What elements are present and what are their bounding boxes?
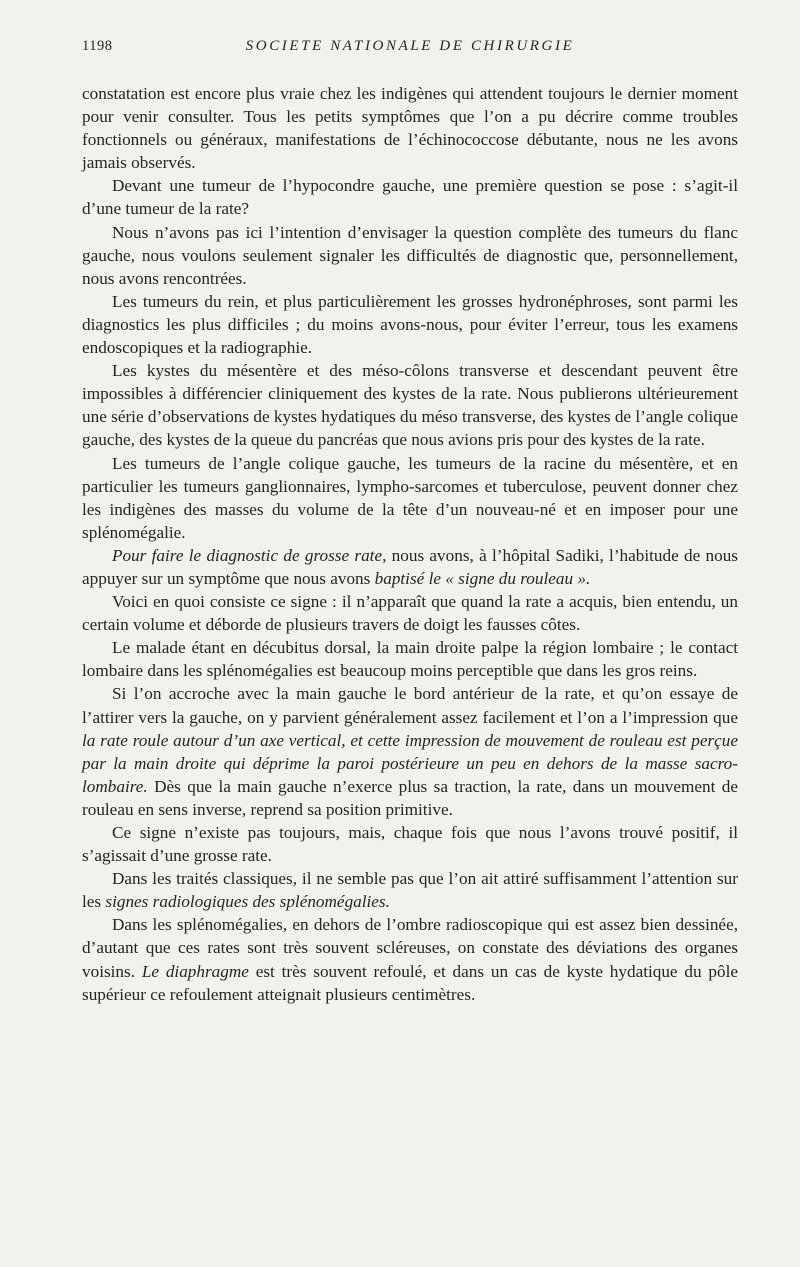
paragraph — [82, 359, 738, 451]
paragraph — [82, 290, 738, 359]
italic-text: Le diaphragme — [141, 961, 249, 981]
text-run: Le malade étant en décubitus dorsal, la main droite palpe la région lombaire ; le contact lombaire dans les splénomégalies est beaucoup moins perceptible que dans les gros reins. — [82, 638, 738, 681]
running-title: SOCIETE NATIONALE DE CHIRURGIE — [245, 38, 575, 54]
paragraph — [82, 867, 738, 913]
paragraph — [82, 590, 738, 636]
text-run: Dans les splénomégalies, en dehors de l’ombre radioscopique qui est assez bien dessinée, d’autant que ces rates sont très souvent scléreuses, on constate des déviations des organes voisins. — [82, 915, 738, 981]
italic-text: baptisé le « signe du rouleau ». — [374, 568, 591, 588]
paragraph — [82, 821, 738, 867]
paragraph — [82, 174, 738, 220]
text-run: constatation est encore plus vraie chez les indigènes qui attendent toujours le dernier moment pour venir consulter. Tous les petits symptômes que l’on a pu décrire comme troubles fonctionnels ou généraux, manifestations de l’échinococcose débutante, nous ne les avons jamais observés. — [82, 84, 738, 173]
text-run: Ce signe n’existe pas toujours, mais, chaque fois que nous l’avons trouvé positif, il s’agissait d’une grosse rate. — [82, 823, 738, 866]
paragraph — [82, 682, 738, 821]
page-number: 1198 — [82, 38, 113, 54]
italic-text: Pour faire le diagnostic de grosse rate — [112, 545, 383, 565]
text-run: Devant une tumeur de l’hypocondre gauche, une première question se pose : s’agit-il d’une tumeur de la rate? — [82, 176, 738, 219]
text-run: Nous n’avons pas ici l’intention d’envisager la question complète des tumeurs du flanc gauche, nous voulons seulement signaler les difficultés de diagnostic que, personnellement, nous avons rencontrées. — [82, 222, 738, 288]
text-run: Dès que la main gauche n’exerce plus sa traction, la rate, dans un mouvement de rouleau en sens inverse, reprend sa position primitive. — [82, 776, 738, 819]
text-run: , nous avons, à l’hôpital Sadiki, l’habitude de nous appuyer sur un symptôme que nous avons — [82, 545, 739, 588]
italic-text: la rate roule autour d’un axe vertical, et cette impression de mouvement de rouleau est perçue par la main droite qui déprime la paroi postérieure un peu en dehors de la masse sacro-lombaire. — [82, 730, 738, 796]
text-run: Si l’on accroche avec la main gauche le bord antérieur de la rate, et qu’on essaye de l’attirer vers la gauche, on y parvient généralement assez facilement et l’on a l’impression que — [82, 684, 738, 727]
text-run: Voici en quoi consiste ce signe : il n’apparaît que quand la rate a acquis, bien entendu, un certain volume et déborde de plusieurs travers de doigt les fausses côtes. — [82, 592, 738, 635]
paragraph — [82, 544, 738, 590]
text-run: Les tumeurs du rein, et plus particulièrement les grosses hydronéphroses, sont parmi les diagnostics les plus difficiles ; du moins avons-nous, pour éviter l’erreur, tous les examens endoscopiques et la radiographie. — [82, 291, 738, 358]
paragraph — [82, 452, 738, 544]
paragraph — [82, 82, 738, 174]
text-run: Les tumeurs de l’angle colique gauche, les tumeurs de la racine du mésentère, et en particulier les tumeurs ganglionnaires, lympho-sarcomes et tuberculose, peuvent donner chez les indigènes des masses du volume de la tête d’un nouveau-né et en imposer pour une splénomégalie. — [82, 453, 738, 542]
paragraph — [82, 221, 738, 290]
text-run: est très souvent refoulé, et dans un cas de kyste hydatique du pôle supérieur ce refoulement atteignait plusieurs centimètres. — [82, 961, 738, 1004]
paragraph — [82, 913, 738, 1005]
text-run: Dans les traités classiques, il ne semble pas que l’on ait attiré suffisamment l’attention sur les — [82, 869, 738, 912]
paragraph — [82, 636, 738, 682]
text-run: Les kystes du mésentère et des méso-côlons transverse et descendant peuvent être impossibles à différencier cliniquement des kystes de la rate. Nous publierons ultérieurement une série d’observations de kystes hydatiques du méso transverse, des kystes de l’angle colique gauche, des kystes de la queue du pancréas que nous avions pris pour des kystes de la rate. — [82, 361, 738, 450]
body-text — [82, 82, 738, 1006]
italic-text: signes radiologiques des splénomégalies. — [105, 892, 390, 912]
page-header — [82, 38, 738, 60]
